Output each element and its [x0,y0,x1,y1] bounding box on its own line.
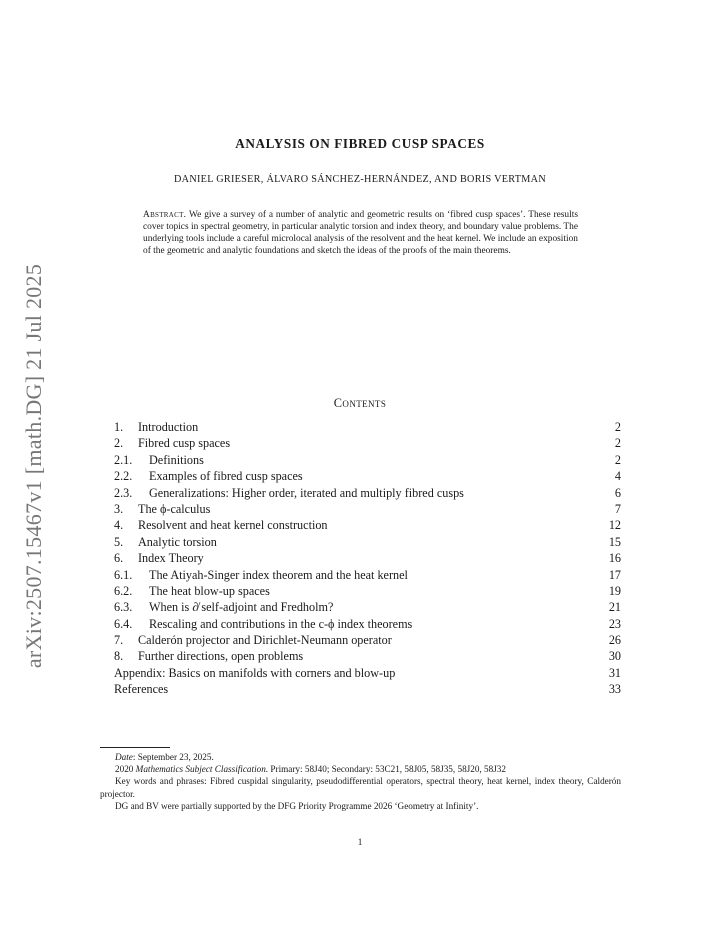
footnote-keywords: Key words and phrases: Fibred cuspidal singularity, pseudodifferential operators, spectral theory, heat kernel, index theory, Calderón projector. [100,776,621,799]
toc-entry-number: 3. [114,501,124,516]
toc-entry-number: 6.2. [114,583,133,598]
toc-entry[interactable] [114,485,621,501]
toc-entry-page: 7 [614,501,621,516]
toc-entry[interactable] [114,665,621,681]
toc-entry-page: 26 [608,633,621,648]
toc-entry-page: 2 [614,452,621,467]
toc-entry-number: 5. [114,534,124,549]
toc-entry-number: 6.4. [114,616,133,631]
toc-entry-page: 17 [608,567,621,582]
date-value: : September 23, 2025. [132,752,214,762]
toc-entry-number: 6. [114,551,124,566]
toc-entry-title: Resolvent and heat kernel construction [138,518,328,533]
footnote-msc: 2020 Mathematics Subject Classification. Primary: 58J40; Secondary: 53C21, 58J05, 58J35, 58J20, 58J32 [115,764,506,775]
toc-entry-number: 6.3. [114,600,133,615]
toc-entry[interactable] [114,583,621,599]
footnote-rule [100,747,170,748]
toc-entry-title: Index Theory [138,551,204,566]
page-number: 1 [357,837,363,847]
toc-entry[interactable] [114,599,621,615]
footnote-funding: DG and BV were partially supported by the DFG Priority Programme 2026 ‘Geometry at Infinity’. [115,800,479,811]
toc-entry-title: Definitions [149,452,204,467]
toc-entry[interactable] [114,435,621,451]
toc-entry[interactable] [114,468,621,484]
toc-entry[interactable] [114,550,621,566]
toc-entry-number: 4. [114,518,124,533]
toc-entry-title: Rescaling and contributions in the c-ϕ index theorems [149,616,413,631]
toc-entry-title: Examples of fibred cusp spaces [149,469,303,484]
toc-entry-number: 2.3. [114,485,133,500]
abstract-text: We give a survey of a number of analytic and geometric results on ‘fibred cusp spaces’. These results cover topics in spectral geometry, in particular analytic torsion and index theory, and boundary value problems. The underlying tools include a careful microlocal analysis of the resolvent and the heat kernel. We include an exposition of the geometric and analytic foundations and sketch the ideas of the proofs of the main theorems. [143,210,578,256]
toc-entry-page: 2 [614,436,621,451]
toc-entry-number: 7. [114,633,124,648]
toc-entry-page: 21 [608,600,621,615]
arxiv-identifier-stamp: arXiv:2507.15467v1 [math.DG] 21 Jul 2025 [21,263,46,669]
toc-entry-title: Further directions, open problems [138,649,304,664]
toc-entry[interactable] [114,567,621,583]
toc-entry[interactable] [114,632,621,648]
toc-entry-title: The ϕ-calculus [138,501,211,516]
toc-entry-page: 2 [614,420,621,434]
toc-entry[interactable] [114,534,621,550]
toc-entry[interactable] [114,648,621,664]
date-label: Date [115,752,133,762]
toc-entry-page: 30 [608,649,621,664]
footnotes [100,751,621,812]
table-of-contents [114,419,621,698]
toc-entry-number: 2.2. [114,469,133,484]
msc-codes: Primary: 58J40; Secondary: 53C21, 58J05, 58J35, 58J20, 58J32 [268,764,506,775]
toc-entry-page: 6 [614,485,621,500]
toc-entry-title: The Atiyah-Singer index theorem and the heat kernel [149,567,408,582]
toc-entry[interactable] [114,681,621,697]
toc-entry-page: 33 [608,682,621,697]
abstract-label: Abstract. [143,210,187,220]
paper-title: ANALYSIS ON FIBRED CUSP SPACES [235,136,485,151]
toc-entry-title: When is ∂̸ self-adjoint and Fredholm? [149,600,334,615]
toc-entry-number: 8. [114,649,124,664]
toc-entry-page: 19 [608,583,621,598]
toc-entry-page: 15 [608,534,621,549]
toc-entry-number: 6.1. [114,567,133,582]
toc-entry[interactable] [114,452,621,468]
toc-entry-title: Generalizations: Higher order, iterated and multiply fibred cusps [149,485,464,500]
contents-heading: Contents [333,396,387,410]
toc-entry-number: 2.1. [114,452,133,467]
toc-entry-page: 23 [608,616,621,631]
footnote-date [100,751,621,763]
toc-entry-page: 31 [608,665,621,680]
toc-entry-title: Appendix: Basics on manifolds with corners and blow-up [114,665,396,680]
toc-entry-title: Analytic torsion [138,534,217,549]
abstract [143,209,578,257]
toc-entry-title: References [114,682,169,697]
toc-entry-page: 16 [608,551,621,566]
toc-entry-title: Calderón projector and Dirichlet-Neumann operator [138,633,392,648]
toc-entry-number: 1. [114,420,124,434]
toc-entry-title: Introduction [138,420,199,434]
msc-label: Mathematics Subject Classification. [135,764,269,775]
toc-entry-title: The heat blow-up spaces [149,583,270,598]
toc-entry[interactable] [114,501,621,517]
toc-entry-page: 12 [608,518,621,533]
toc-entry[interactable] [114,419,621,435]
toc-entry[interactable] [114,517,621,533]
toc-entry-title: Fibred cusp spaces [138,436,231,451]
author-list: DANIEL GRIESER, ÁLVARO SÁNCHEZ-HERNÁNDEZ, AND BORIS VERTMAN [174,174,546,185]
toc-entry[interactable] [114,616,621,632]
toc-entry-number: 2. [114,436,124,451]
toc-entry-page: 4 [614,469,621,484]
